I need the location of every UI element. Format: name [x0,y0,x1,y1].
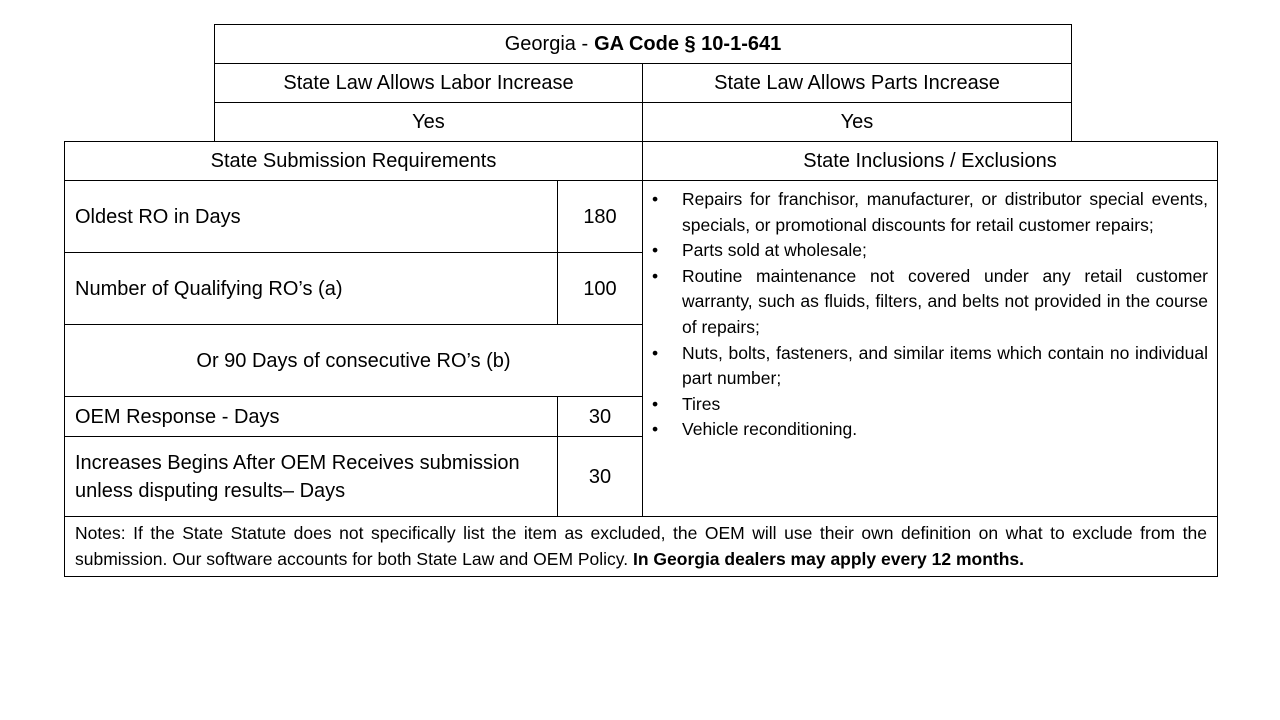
statute-code: GA Code § 10-1-641 [594,33,782,55]
notes-emphasis: In Georgia dealers may apply every 12 months. [633,548,1024,569]
labor-increase-value: Yes [412,111,445,133]
list-item: • Routine maintenance not covered under any retail customer warranty, such as fluids, filters, and belts not provided in the course of repairs; [652,264,1208,341]
requirements-heading: State Submission Requirements [210,150,497,172]
notes [75,521,1207,572]
border-line [1071,24,1072,142]
page-title [215,25,1071,63]
labor-increase-header: State Law Allows Labor Increase [283,72,574,94]
inclusions-heading: State Inclusions / Exclusions [803,150,1057,172]
parts-increase-header: State Law Allows Parts Increase [714,72,1000,94]
oem-response-label: OEM Response - Days [75,405,280,428]
border-line [64,516,1218,517]
notes-text: Notes: If the State Statute does not specifically list the item as excluded, the OEM will use their own definition on what to exclude from the submission. Our software accounts for both State Law and OEM Policy. [75,523,1207,569]
list-item: • Nuts, bolts, fasteners, and similar items which contain no individual part number; [652,341,1208,392]
exclusions-list [652,187,1208,443]
list-item: • Parts sold at wholesale; [652,238,1208,264]
state-name: Georgia - [504,33,589,55]
list-item: • Repairs for franchisor, manufacturer, or distributor special events, specials, or promotional discounts for retail customer repairs; [652,187,1208,238]
increase-begins-label: Increases Begins After OEM Receives submission unless disputing results– Days [75,451,520,502]
qualifying-ro-value: 100 [583,277,617,300]
oem-response-value: 30 [588,405,612,428]
oldest-ro-label: Oldest RO in Days [75,205,241,228]
consecutive-ro-option: Or 90 Days of consecutive RO’s (b) [196,349,511,372]
border-line [64,576,1218,577]
increase-begins-value: 30 [588,465,612,488]
list-item: • Vehicle reconditioning. [652,417,1208,443]
list-item: • Tires [652,392,1208,418]
border-line [1217,141,1218,577]
parts-increase-value: Yes [840,111,874,133]
qualifying-ro-label: Number of Qualifying RO’s (a) [75,277,343,300]
oldest-ro-value: 180 [583,205,617,228]
